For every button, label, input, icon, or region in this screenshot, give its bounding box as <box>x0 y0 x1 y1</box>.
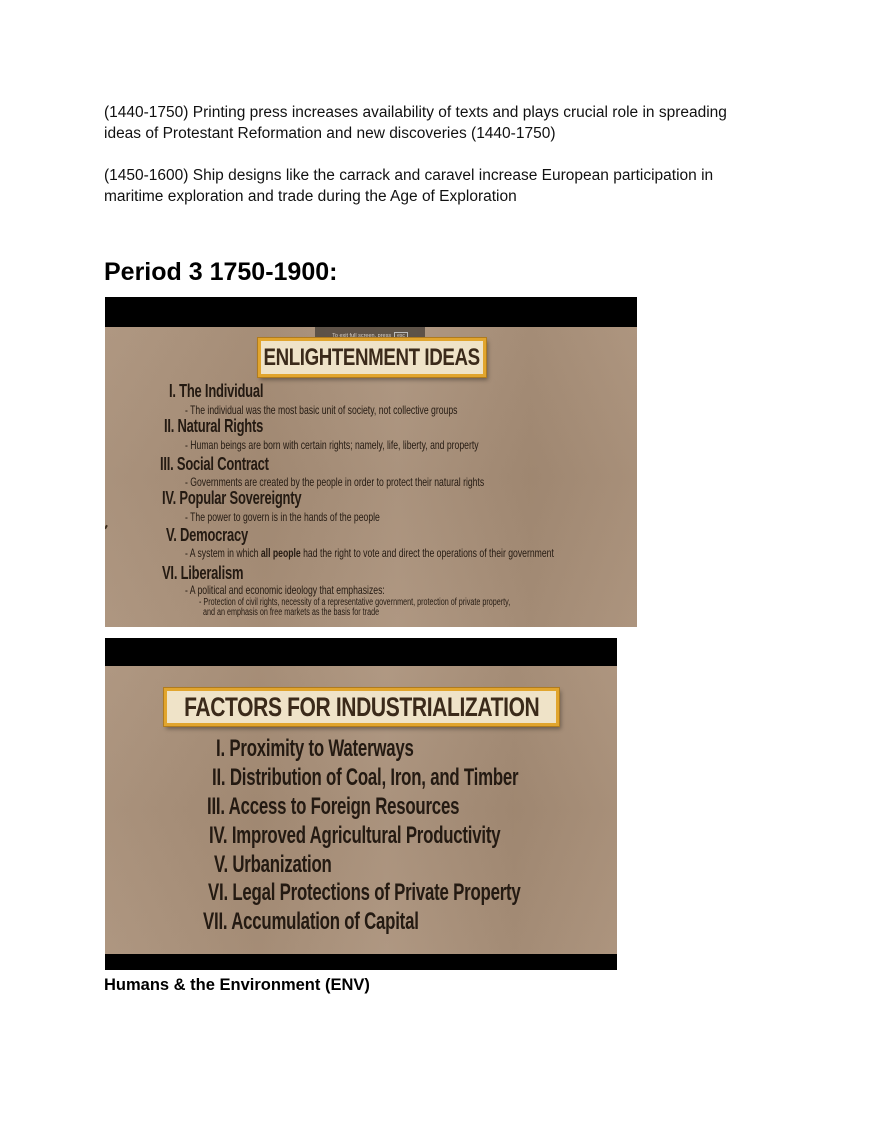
item-desc: - A political and economic ideology that emphasizes: <box>185 583 385 597</box>
section-heading: Humans & the Environment (ENV) <box>104 976 370 994</box>
item-title: III. Social Contract <box>160 454 269 474</box>
item-title: V. Democracy <box>166 525 248 545</box>
desc-emphasis: all people <box>260 546 301 560</box>
period-heading: Period 3 1750-1900: <box>104 258 338 286</box>
factor-item: III. Access to Foreign Resources <box>207 793 460 820</box>
letterbox-bar-top <box>105 297 637 327</box>
slide-title-banner <box>164 688 559 726</box>
paragraph-line: (1450-1600) Ship designs like the carrack and caravel increase European participation in <box>104 167 714 184</box>
item-title: I. The Individual <box>169 381 264 401</box>
item-desc: - Human beings are born with certain rights; namely, life, liberty, and property <box>185 438 479 452</box>
enlightenment-ideas-image <box>105 297 637 627</box>
factor-item: IV. Improved Agricultural Productivity <box>209 822 501 849</box>
factor-item: I. Proximity to Waterways <box>216 735 414 762</box>
item-title: II. Natural Rights <box>164 416 264 436</box>
paper-background <box>105 327 637 627</box>
paragraph-line: ideas of Protestant Reformation and new discoveries (1440-1750) <box>104 125 556 142</box>
esc-key-badge: esc <box>394 332 408 340</box>
paragraph-line: maritime exploration and trade during the Age of Exploration <box>104 188 517 205</box>
item-sub: and an emphasis on free markets as the basis for trade <box>203 607 380 618</box>
item-title: VI. Liberalism <box>162 563 244 583</box>
item-title: IV. Popular Sovereignty <box>162 488 302 508</box>
paragraph-printing-press <box>104 102 764 144</box>
desc-text: had the right to vote and direct the operations of their government <box>300 546 554 560</box>
item-desc <box>185 546 554 560</box>
desc-text: - A system in which <box>185 546 261 560</box>
letterbox-bar-bottom <box>105 954 617 970</box>
item-desc: - The individual was the most basic unit of society, not collective groups <box>185 403 458 417</box>
factor-item: VI. Legal Protections of Private Property <box>208 879 521 906</box>
stray-mark <box>105 525 108 529</box>
paragraph-ship-designs <box>104 165 764 207</box>
letterbox-bar-top <box>105 638 617 666</box>
factor-item: VII. Accumulation of Capital <box>203 908 419 935</box>
item-desc: - The power to govern is in the hands of the people <box>185 510 380 524</box>
slide-title: ENLIGHTENMENT IDEAS <box>263 343 481 371</box>
fullscreen-notice-text: To exit full screen, press <box>332 332 392 339</box>
factor-item: V. Urbanization <box>214 851 332 878</box>
slide-title: FACTORS FOR INDUSTRIALIZATION <box>183 691 540 722</box>
slide-title-banner <box>258 338 486 377</box>
item-sub: - Protection of civil rights, necessity of a representative government, protection of private property, <box>199 597 511 608</box>
paper-background <box>105 666 617 954</box>
item-desc: - Governments are created by the people in order to protect their natural rights <box>185 475 485 489</box>
factors-industrialization-image <box>105 638 617 970</box>
paragraph-line: (1440-1750) Printing press increases availability of texts and plays crucial role in spreading <box>104 104 727 121</box>
factor-item: II. Distribution of Coal, Iron, and Timber <box>212 764 519 791</box>
